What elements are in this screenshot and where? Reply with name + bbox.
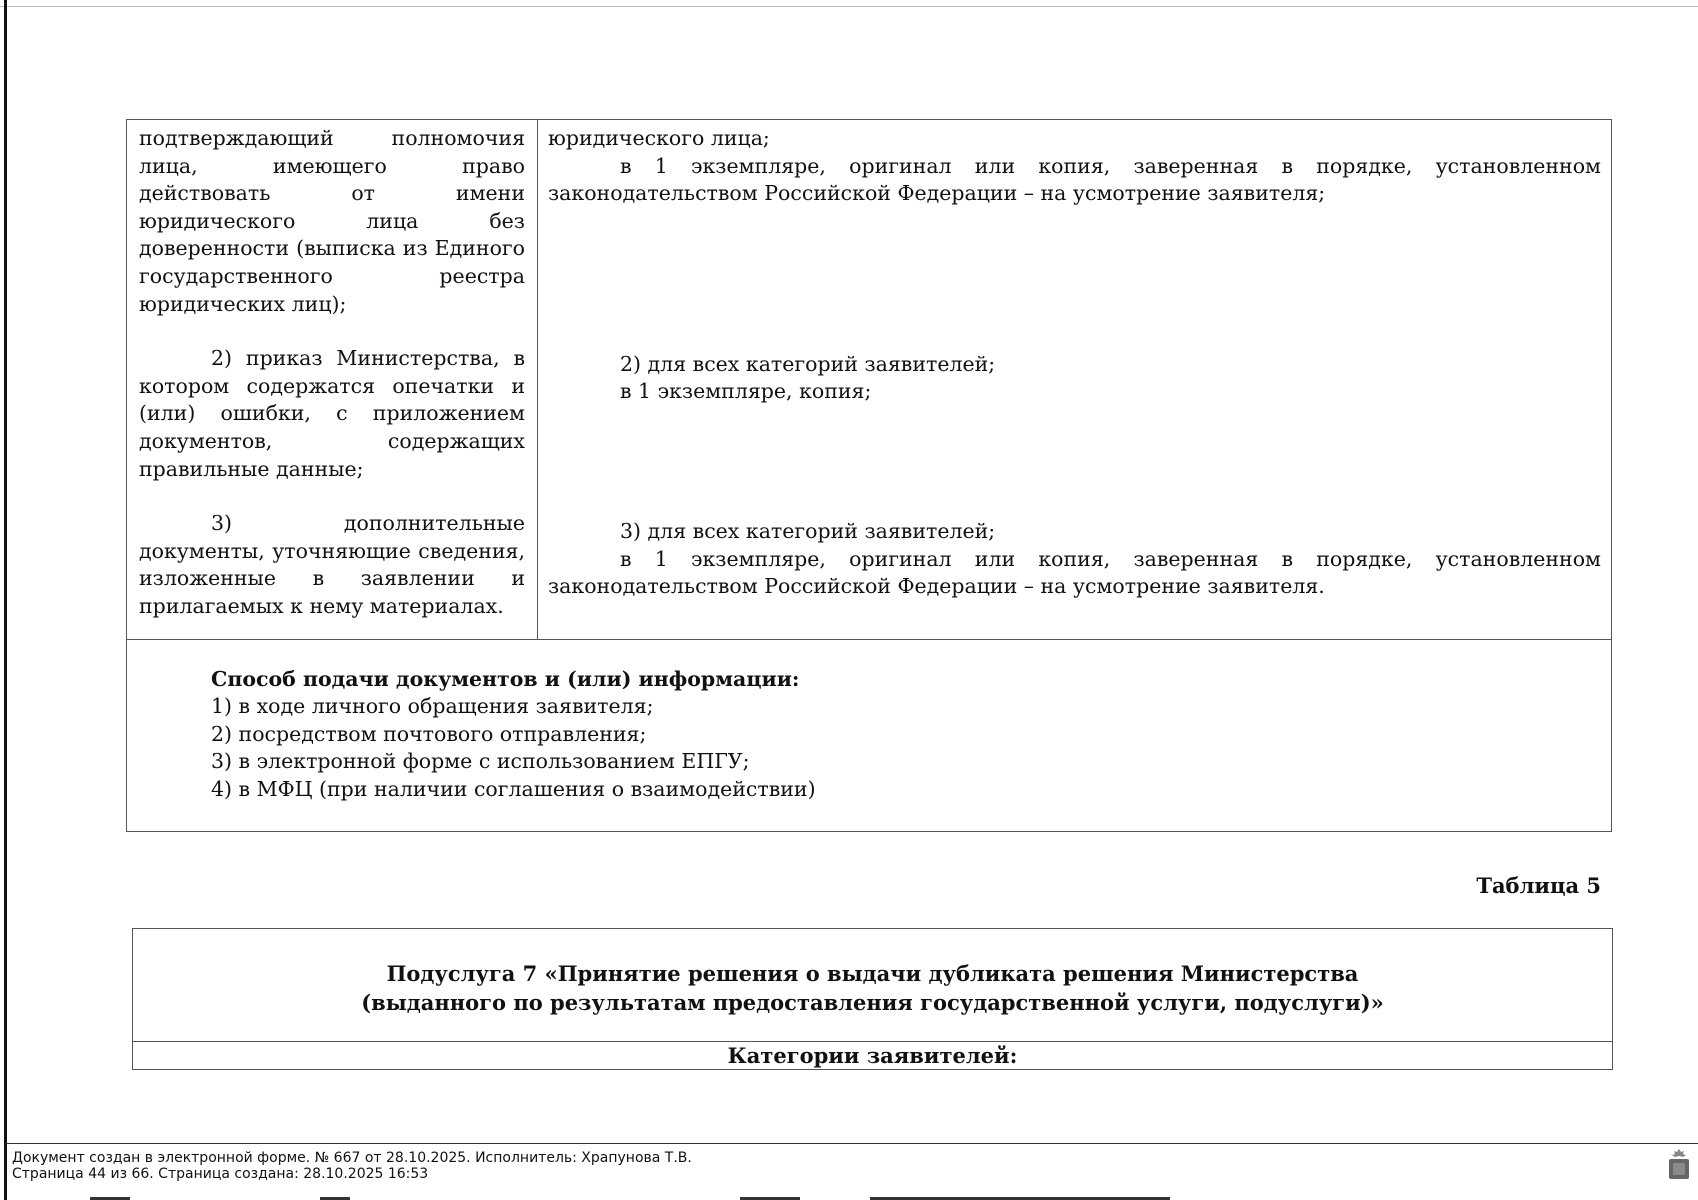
documents-cell <box>127 120 538 640</box>
subservice-title <box>133 959 1612 1017</box>
submission-method-item: 2) посредством почтового отправления; <box>211 721 647 746</box>
subservice-title-line-2: (выданного по результатам предоставления государственной услуги, подуслуги)» <box>361 990 1384 1015</box>
submission-method-item: 3) в электронной форме с использованием ЕПГУ; <box>211 749 750 774</box>
document-item-2: 2) приказ Министерства, в котором содержатся опечатки и (или) ошибки, с приложением документов, содержащих правильные данные; <box>139 346 525 481</box>
footer-divider <box>6 1143 1698 1144</box>
document-item-3: 3) дополнительные документы, уточняющие сведения, изложенные в заявлении и прилагаемых к нему материалах. <box>139 511 525 618</box>
requirement-2-line-1: 2) для всех категорий заявителей; <box>620 351 996 376</box>
emblem-icon <box>1668 1148 1690 1180</box>
scan-edge-marks <box>0 1196 1698 1200</box>
document-footer <box>12 1150 692 1182</box>
subservice-table <box>132 928 1613 1070</box>
page-left-edge <box>4 0 7 1200</box>
document-item-1: подтверждающий полномочия лица, имеющего право действовать от имени юридического лица без доверенности (выписка из Единого государственного реестра юридических лиц); <box>139 126 525 316</box>
requirements-cell <box>538 120 1612 640</box>
footer-line-1: Документ создан в электронной форме. № 667 от 28.10.2025. Исполнитель: Храпунова Т.В. <box>12 1150 692 1166</box>
table-row <box>127 639 1612 832</box>
requirement-2-line-2: в 1 экземпляре, копия; <box>620 379 872 404</box>
requirement-1-line-2: в 1 экземпляре, оригинал или копия, заверенная в порядке, установленном законодательством Российской Федерации – на усмотрение заявителя; <box>548 153 1601 206</box>
subservice-divider <box>133 1041 1612 1042</box>
documents-table <box>126 119 1612 832</box>
submission-method-item: 1) в ходе личного обращения заявителя; <box>211 694 654 719</box>
table-row <box>127 120 1612 640</box>
table-number-label: Таблица 5 <box>1476 873 1601 898</box>
requirement-3-line-2: в 1 экземпляре, оригинал или копия, заверенная в порядке, установленном законодательством Российской Федерации – на усмотрение заявителя. <box>548 546 1601 599</box>
requirement-3-line-1: 3) для всех категорий заявителей; <box>620 518 996 543</box>
submission-method-cell <box>127 639 1612 832</box>
submission-method-item: 4) в МФЦ (при наличии соглашения о взаимодействии) <box>211 776 816 801</box>
requirement-1-line-1: юридического лица; <box>548 126 770 150</box>
page-top-edge <box>0 6 1698 7</box>
submission-method-title: Способ подачи документов и (или) информации: <box>211 666 800 691</box>
applicant-categories-heading: Категории заявителей: <box>727 1043 1018 1068</box>
subservice-title-line-1: Подуслуга 7 «Принятие решения о выдачи дубликата решения Министерства <box>386 961 1359 986</box>
footer-line-2: Страница 44 из 66. Страница создана: 28.10.2025 16:53 <box>12 1166 429 1182</box>
